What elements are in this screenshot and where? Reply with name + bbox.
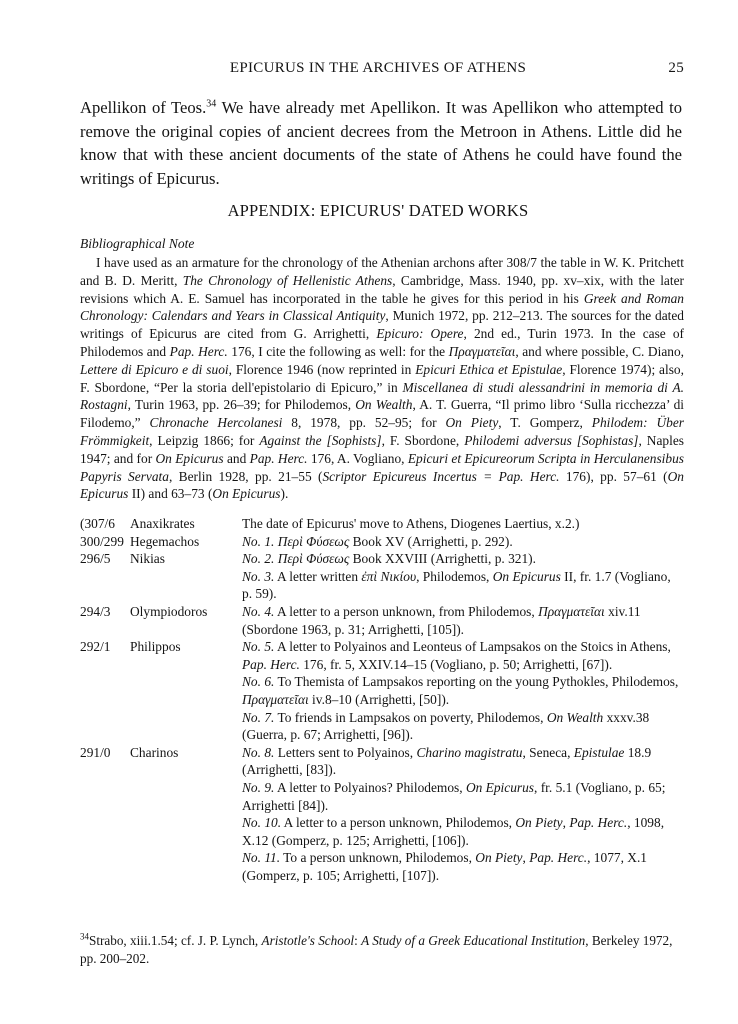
italic-text: Philodem: Über Frömmigkeit	[80, 415, 684, 448]
italic-text: Πραγματεῖαι	[538, 603, 605, 619]
archon-year: (307/6	[80, 516, 115, 531]
italic-text: Scriptor Epicureus Incertus = Pap. Herc.	[322, 468, 560, 484]
archon-year	[80, 814, 130, 849]
archon-name	[130, 814, 242, 849]
text-run: To a person unknown, Philodemos,	[280, 850, 476, 866]
italic-text: Charino magistratu	[416, 744, 523, 760]
italic-text: No. 2.	[242, 551, 275, 567]
work-description	[242, 709, 684, 744]
work-description	[242, 603, 684, 638]
text-run: , 1098, X.12 (Gomperz, p. 125; Arrighetti, [106]).	[242, 815, 665, 848]
italic-text: Epicuri Ethica et Epistulae	[415, 361, 563, 377]
text-run: ,	[522, 850, 530, 866]
footnote	[80, 932, 684, 967]
text-run: , Florence 1946 (now reprinted in	[228, 361, 416, 377]
archon-year: 292/1	[80, 639, 111, 655]
text-run: 176, fr. 5, XXIV.14–15 (Vogliano, p. 50; Arrighetti, [67]).	[299, 656, 613, 672]
text-run: , T. Gomperz,	[498, 415, 592, 431]
text-run: Book XV (Arrighetti, p. 292).	[349, 533, 513, 549]
italic-text: Περὶ Φύσεως	[274, 551, 350, 567]
intro-paragraph	[80, 96, 682, 190]
italic-text: On Epicurus	[80, 468, 684, 502]
work-entry	[80, 814, 684, 849]
italic-text: Philodemi adversus [Sophistas]	[464, 432, 639, 448]
text-run: A letter written	[274, 568, 362, 584]
text-run: Strabo, xiii.1.54; cf. J. P. Lynch,	[89, 933, 262, 948]
text-run: , Cambridge, Mass. 1940, pp. xv–xix, with the later revisions which A. E. Samuel has incorporated in the table he gives for this period in his	[80, 272, 684, 306]
work-description	[242, 550, 684, 568]
text-run: xiv.11 (Sbordone 1963, p. 31; Arrighetti, [105]).	[242, 603, 641, 637]
work-description	[242, 533, 684, 551]
archon-year: 294/3	[80, 603, 111, 619]
work-description	[242, 814, 684, 849]
archon-name	[130, 849, 242, 884]
work-description	[242, 568, 684, 603]
work-description	[242, 638, 684, 673]
text-run: 8, 1978, pp. 52–95; for	[282, 415, 446, 431]
text-run: A letter to a person unknown, from Philodemos,	[274, 603, 539, 619]
italic-text: No. 3.	[242, 568, 275, 584]
text-run: :	[354, 933, 362, 948]
work-entry	[80, 533, 684, 551]
archon-year	[80, 849, 130, 884]
work-description	[242, 515, 684, 533]
italic-text: On Wealth	[546, 709, 604, 725]
italic-text: On Epicurus	[212, 486, 281, 502]
intro-text-start: Apellikon of Teos.	[80, 98, 207, 117]
work-entry	[80, 779, 684, 814]
archon-year: 296/5	[80, 551, 111, 567]
archon-year: 291/0	[80, 744, 111, 760]
text-run: Letters sent to Polyainos,	[274, 744, 417, 760]
italic-text: Pap. Herc.	[249, 450, 308, 466]
italic-text: Chronache Hercolanesi	[149, 415, 283, 431]
archon-name: Anaxikrates	[130, 516, 195, 531]
italic-text: Greek and Roman Chronology: Calendars and Years in Classical Antiquity	[80, 290, 685, 324]
archon-name: Hegemachos	[130, 533, 200, 549]
archon-name: Nikias	[130, 551, 165, 567]
archon-name: Philippos	[130, 639, 181, 655]
text-run: To Themista of Lampsakos reporting on the young Pythokles, Philodemos,	[274, 674, 679, 690]
italic-text: Pap. Herc.	[242, 656, 300, 672]
text-run: , Seneca,	[522, 744, 574, 760]
archon-name	[130, 568, 242, 603]
text-run: , and where possible, C. Diano,	[515, 343, 684, 359]
text-run: ,	[562, 815, 570, 831]
italic-text: Πραγματεῖαι	[242, 691, 309, 707]
italic-text: No. 10.	[242, 815, 282, 831]
archon-year	[80, 709, 130, 744]
running-title: EPICURUS IN THE ARCHIVES OF ATHENS	[229, 60, 527, 76]
italic-text: On Epicurus	[465, 779, 535, 795]
work-description	[242, 744, 684, 779]
text-run: , Munich 1972, pp. 212–213. The sources for the dated writings of Epicurus are cited from G. Arrighetti,	[80, 308, 685, 342]
italic-text: Aristotle's School	[261, 933, 355, 948]
footnote-reference: 34	[206, 98, 217, 110]
text-run: , A. T. Guerra, “Il primo libro ‘Sulla ricchezza’ di Filodemo,”	[80, 397, 684, 431]
italic-text: Pap. Herc.	[569, 815, 628, 831]
work-description	[242, 673, 684, 708]
work-entry	[80, 550, 684, 568]
text-run: II) and 63–73 (	[128, 486, 213, 502]
appendix-title: APPENDIX: EPICURUS' DATED WORKS	[227, 201, 529, 220]
italic-text: On Piety	[475, 850, 523, 866]
running-head	[72, 60, 684, 80]
work-description	[242, 779, 684, 814]
text-run: 176, I cite the following as well: for the	[227, 343, 449, 359]
text-run: , Turin 1963, pp. 26–39; for Philodemos,	[127, 397, 356, 413]
italic-text: No. 4.	[242, 603, 275, 619]
italic-text: Epicuro: Opere	[376, 326, 464, 342]
archon-name: Charinos	[130, 744, 179, 760]
dated-works-list	[80, 515, 684, 884]
intro-text-rest: We have already met Apellikon. It was Apellikon who attempted to remove the original copies of ancient decrees from the Metroon in Athens. Little did he know that with these ancient documents of the state of Athens he could have found the writings of Epicurus.	[80, 98, 682, 188]
italic-text: Against the [Sophists]	[259, 432, 382, 448]
text-run: xxxv.38 (Guerra, p. 67; Arrighetti, [96]).	[242, 709, 650, 743]
italic-text: On Piety	[445, 415, 499, 431]
work-entry	[80, 744, 684, 779]
footnote-text	[80, 933, 672, 966]
italic-text: Pap. Herc.	[169, 343, 228, 359]
italic-text: On Piety	[515, 815, 563, 831]
text-run: , 2nd ed., Turin 1973. In the case of Philodemos and	[80, 326, 684, 359]
text-run: , Berkeley 1972, pp. 200–202.	[80, 933, 673, 966]
italic-text: No. 1.	[242, 533, 275, 549]
text-run: 176), pp. 57–61 (	[559, 468, 668, 484]
archon-year	[80, 779, 130, 814]
italic-text: Lettere di Epicuro e di suoi	[80, 361, 229, 377]
archon-name	[130, 779, 242, 814]
text-run: Book XXVIII (Arrighetti, p. 321).	[349, 551, 536, 567]
archon-name	[130, 673, 242, 708]
italic-text: Περὶ Φύσεως	[274, 533, 350, 549]
text-run: , 1077, X.1 (Gomperz, p. 105; Arrighetti, [107]).	[242, 850, 647, 883]
italic-text: No. 8.	[242, 744, 275, 760]
footnote-mark: 34	[80, 931, 89, 942]
italic-text: The Chronology of Hellenistic Athens	[182, 272, 393, 288]
work-entry	[80, 568, 684, 603]
italic-text: No. 7.	[242, 709, 275, 725]
text-run: , Florence 1974); also, F. Sbordone, “Per la storia dell'epistolario di Epicuro,” in	[80, 361, 684, 395]
italic-text: No. 9.	[242, 779, 275, 795]
italic-text: Epicuri et Epicureorum Scripta in Herculanensibus Papyris Servata	[80, 450, 684, 484]
text-run: ).	[280, 486, 289, 502]
italic-text: ἐπὶ Νικίου	[361, 568, 417, 584]
italic-text: Miscellanea di studi alessandrini in memoria di A. Rostagni	[80, 379, 684, 413]
italic-text: On Wealth	[355, 397, 413, 413]
text-run: 176, A. Vogliano,	[307, 450, 408, 466]
bibliographical-note	[80, 254, 684, 503]
italic-text: Πραγματεῖαι	[448, 343, 516, 359]
text-run: , fr. 5.1 (Vogliano, p. 65; Arrighetti [84]).	[242, 779, 666, 813]
italic-text: Pap. Herc.	[529, 850, 588, 866]
italic-text: Epistulae	[573, 744, 625, 760]
italic-text: A Study of a Greek Educational Institution	[361, 933, 586, 948]
text-run: A letter to Polyainos? Philodemos,	[274, 779, 466, 795]
italic-text: No. 5.	[242, 639, 275, 655]
work-entry	[80, 515, 684, 533]
archon-name: Olympiodoros	[130, 603, 208, 619]
italic-text: No. 11.	[242, 850, 281, 866]
text-run: 18.9 (Arrighetti, [83]).	[242, 744, 652, 778]
archon-year	[80, 568, 130, 603]
work-entry	[80, 673, 684, 708]
work-entry	[80, 638, 684, 673]
text-run: , Leipzig 1866; for	[149, 432, 260, 448]
text-run: A letter to Polyainos and Leonteus of Lampsakos on the Stoics in Athens,	[274, 639, 671, 655]
work-description	[242, 849, 684, 884]
page-number: 25	[668, 60, 684, 76]
bibliographical-note-heading: Bibliographical Note	[80, 236, 195, 251]
text-run: To friends in Lampsakos on poverty, Philodemos,	[274, 709, 547, 725]
text-run: II, fr. 1.7 (Vogliano, p. 59).	[242, 568, 671, 602]
text-run: , F. Sbordone,	[381, 432, 465, 448]
text-run: , Naples 1947; and for	[80, 432, 684, 466]
work-entry	[80, 603, 684, 638]
italic-text: On Epicurus	[155, 450, 224, 466]
work-entry	[80, 849, 684, 884]
archon-year	[80, 673, 130, 708]
text-run: The date of Epicurus' move to Athens, Diogenes Laertius, x.2.)	[242, 516, 580, 531]
italic-text: On Epicurus	[492, 568, 561, 584]
text-run: , Berlin 1928, pp. 21–55 (	[168, 468, 323, 484]
work-entry	[80, 709, 684, 744]
text-run: A letter to a person unknown, Philodemos,	[281, 815, 516, 831]
text-run: , Philodemos,	[416, 568, 493, 584]
text-run: iv.8–10 (Arrighetti, [50]).	[308, 691, 450, 707]
italic-text: No. 6.	[242, 674, 275, 690]
archon-name	[130, 709, 242, 744]
archon-year: 300/299	[80, 533, 124, 549]
text-run: I have used as an armature for the chronology of the Athenian archons after 308/7 the table in W. K. Pritchett and B. D. Meritt,	[80, 255, 684, 288]
text-run: and	[223, 450, 250, 466]
